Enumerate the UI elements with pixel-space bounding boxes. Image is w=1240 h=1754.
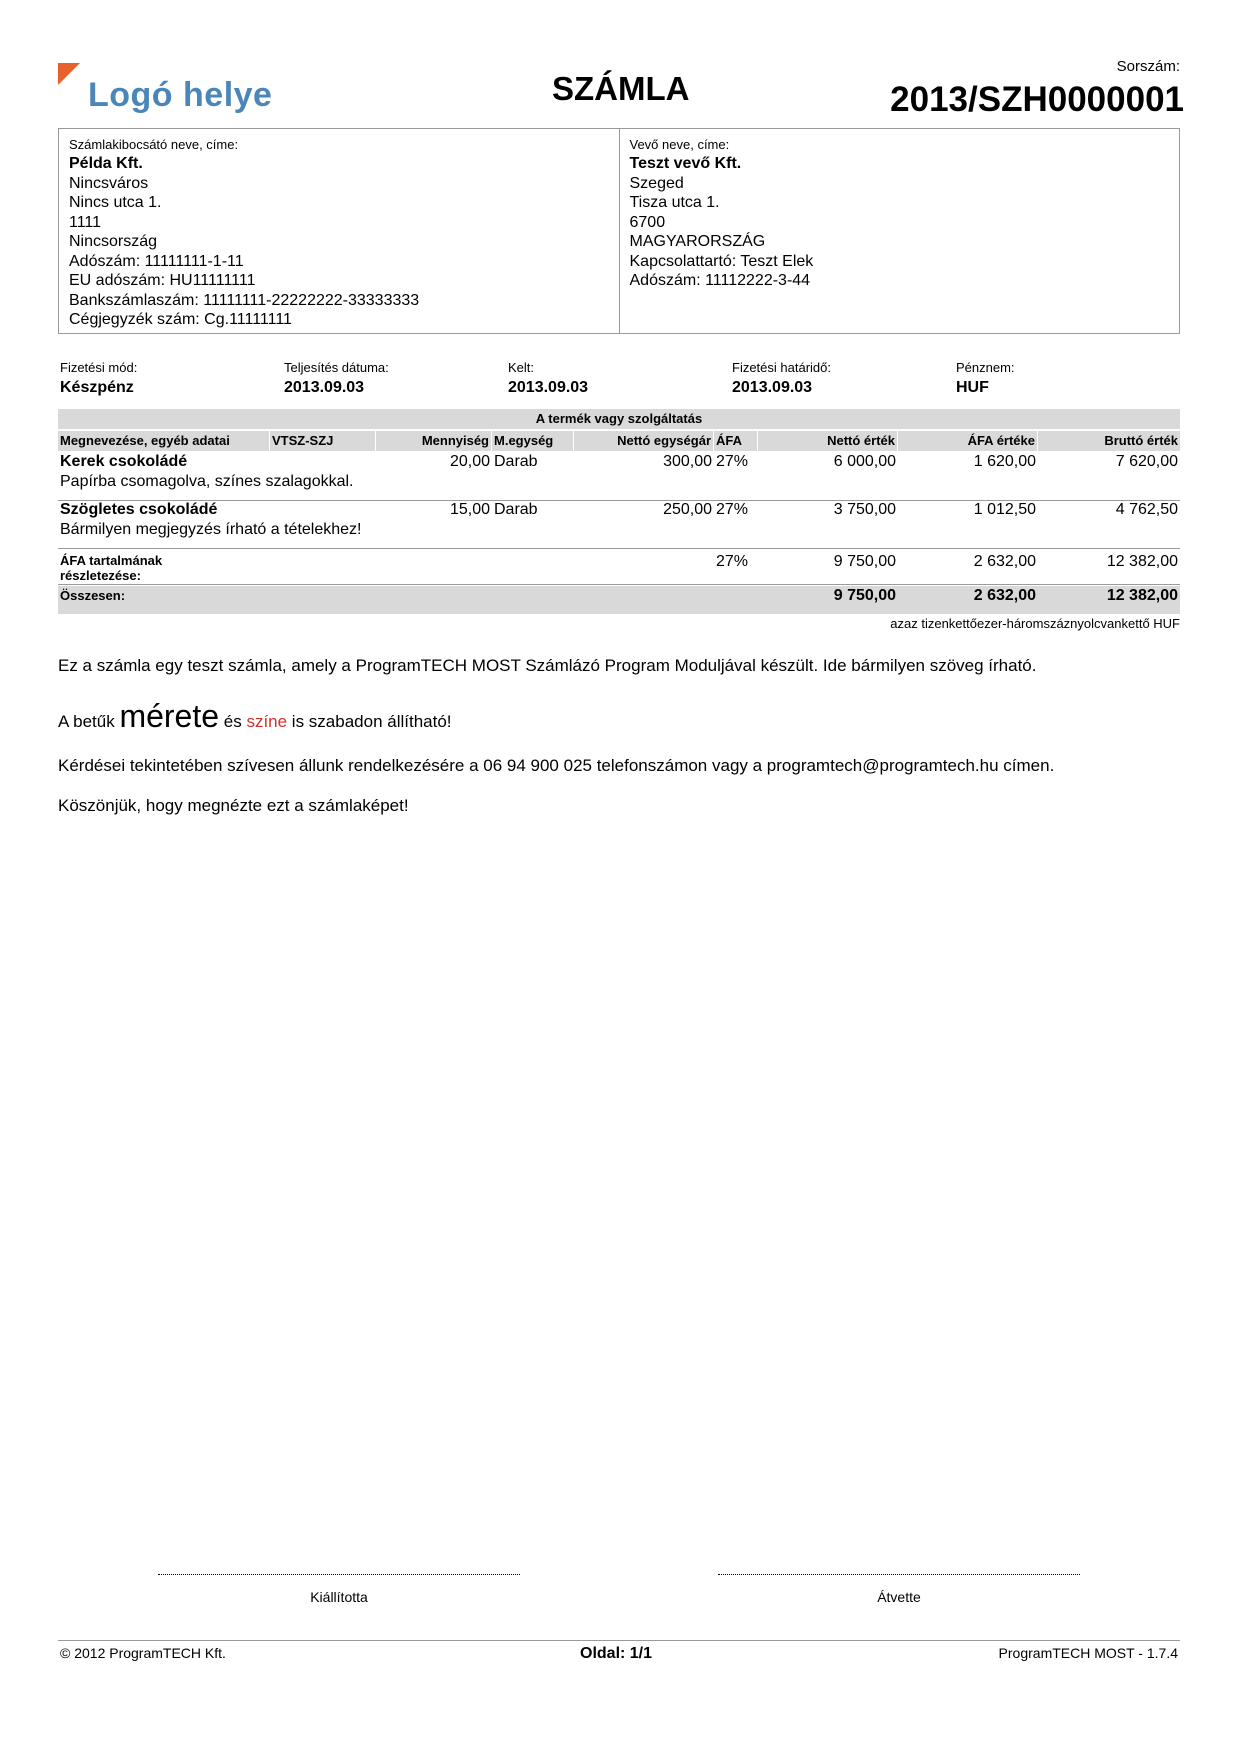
note-red-text: színe [246,712,288,731]
item-gross: 4 762,50 [1115,501,1178,518]
seller-block [59,129,619,333]
logo-triangle-icon [58,63,80,85]
col-header-name: Megnevezése, egyéb adatai [58,431,270,451]
seller-line: Adószám: 11111111-1-11 [69,252,244,270]
item-vat: 27% [716,501,749,518]
row-divider [58,548,1180,549]
vat-breakdown-net: 9 750,00 [833,553,896,570]
total-vat-amount: 2 632,00 [973,587,1036,604]
col-header-net: Nettó érték [758,431,898,451]
payment-method-value: Készpénz [60,379,134,396]
note-big-text: mérete [119,698,220,734]
vat-breakdown-row [58,553,1180,583]
note-line-styled [58,698,452,735]
note-line: Kérdései tekintetében szívesen állunk rendelkezésére a 06 94 900 025 telefonszámon vagy a programtech@programtech.hu címen. [58,756,1055,775]
item-vtsz [270,452,376,472]
item-vat-amount: 1 620,00 [973,453,1036,470]
seller-label: Számlakibocsátó neve, címe: [69,137,239,152]
seller-line: Nincsváros [69,174,149,192]
item-unit-price: 250,00 [663,501,712,518]
item-unit: Darab [494,453,538,470]
seller-name: Példa Kft. [69,155,143,172]
item-vat-amount: 1 012,50 [973,501,1036,518]
row-divider [58,584,1180,585]
table-row [58,500,1180,540]
buyer-line: 6700 [629,213,666,231]
total-label: Összesen: [60,588,126,603]
table-group-header: A termék vagy szolgáltatás [58,409,1180,429]
seller-line: Nincsország [69,233,158,250]
item-net: 3 750,00 [833,501,896,518]
footer-copyright: © 2012 ProgramTECH Kft. [60,1645,226,1661]
note-line: Köszönjük, hogy megnézte ezt a számlaképet! [58,796,409,815]
signature-label: Átvette [877,1589,921,1605]
issue-date [508,360,588,397]
due-date [732,360,831,397]
payment-method-label: Fizetési mód: [60,360,138,375]
footer-version: ProgramTECH MOST - 1.7.4 [998,1645,1178,1661]
seller-line: Cégjegyzék szám: Cg.11111111 [69,311,292,328]
signature-received [718,1574,1080,1605]
col-header-vat-amount: ÁFA értéke [898,431,1038,451]
fulfillment-date-label: Teljesítés dátuma: [284,360,389,375]
due-date-value: 2013.09.03 [732,379,813,396]
item-qty: 15,00 [449,501,490,518]
table-row [58,452,1180,492]
fulfillment-date [284,360,389,397]
item-unit: Darab [494,501,538,518]
col-header-vtsz: VTSZ-SZJ [270,431,376,451]
amount-in-words: azaz tizenkettőezer-háromszáznyolcvankettő HUF [890,616,1180,631]
footer-divider [58,1640,1180,1641]
buyer-line: Szeged [629,174,684,192]
signature-label: Kiállította [310,1589,368,1605]
buyer-line: MAGYARORSZÁG [629,233,766,250]
total-row [58,586,1180,614]
buyer-label: Vevő neve, címe: [629,137,730,152]
note-text: A betűk [58,712,120,731]
total-gross: 12 382,00 [1106,587,1178,604]
vat-breakdown-gross: 12 382,00 [1106,553,1178,570]
seller-line: EU adószám: HU11111111 [69,272,256,289]
parties-box [58,128,1180,334]
footer-page-number: Oldal: 1/1 [580,1645,653,1662]
seller-line: Bankszámlaszám: 11111111-22222222-33333333 [69,291,420,309]
vat-breakdown-vat-amount: 2 632,00 [973,553,1036,570]
note-text: is szabadon állítható! [287,712,452,731]
col-header-gross: Bruttó érték [1104,433,1178,448]
item-vat: 27% [716,453,749,470]
signature-line [718,1574,1080,1589]
buyer-block [619,129,1180,333]
item-name: Szögletes csokoládé [60,501,218,518]
vat-breakdown-label-line: részletezése: [60,568,141,583]
total-net: 9 750,00 [833,587,896,604]
col-header-unit: M.egység [492,431,574,451]
issue-date-label: Kelt: [508,360,535,375]
document-title: SZÁMLA [552,70,690,107]
logo-placeholder: Logó helye [88,76,273,114]
currency-label: Pénznem: [956,360,1015,375]
item-name: Kerek csokoládé [60,453,188,470]
note-line: Ez a számla egy teszt számla, amely a ProgramTECH MOST Számlázó Program Moduljával készült. Ide bármilyen szöveg írható. [58,656,1037,675]
col-header-vat: ÁFA [714,431,758,451]
buyer-line: Adószám: 11112222-3-44 [629,272,811,289]
item-note: Bármilyen megjegyzés írható a tételekhez! [60,521,362,538]
buyer-line: Kapcsolattartó: Teszt Elek [629,252,814,270]
signature-issued [158,1574,520,1605]
vat-breakdown-label [58,553,714,583]
due-date-label: Fizetési határidő: [732,360,831,375]
seller-line: 1111 [69,213,102,231]
item-note: Papírba csomagolva, színes szalagokkal. [60,473,354,490]
buyer-line: Tisza utca 1. [629,194,720,211]
serial-value: 2013/SZH0000001 [890,80,1184,119]
item-vtsz [270,500,376,520]
item-net: 6 000,00 [833,453,896,470]
vat-breakdown-rate: 27% [716,553,749,570]
buyer-name: Teszt vevő Kft. [629,155,742,172]
col-header-qty: Mennyiség [376,431,492,451]
vat-breakdown-label-line: ÁFA tartalmának [60,553,163,568]
col-header-unit-price: Nettó egységár [574,431,714,451]
table-header [58,431,1180,451]
note-text: és [219,712,247,731]
fulfillment-date-value: 2013.09.03 [284,379,365,396]
signature-line [158,1574,520,1589]
seller-line: Nincs utca 1. [69,194,162,211]
currency [956,360,1015,397]
serial-label: Sorszám: [1116,58,1180,75]
item-gross: 7 620,00 [1115,453,1178,470]
item-qty: 20,00 [449,453,490,470]
payment-method [60,360,137,397]
issue-date-value: 2013.09.03 [508,379,589,396]
currency-value: HUF [956,379,989,396]
item-unit-price: 300,00 [663,453,712,470]
